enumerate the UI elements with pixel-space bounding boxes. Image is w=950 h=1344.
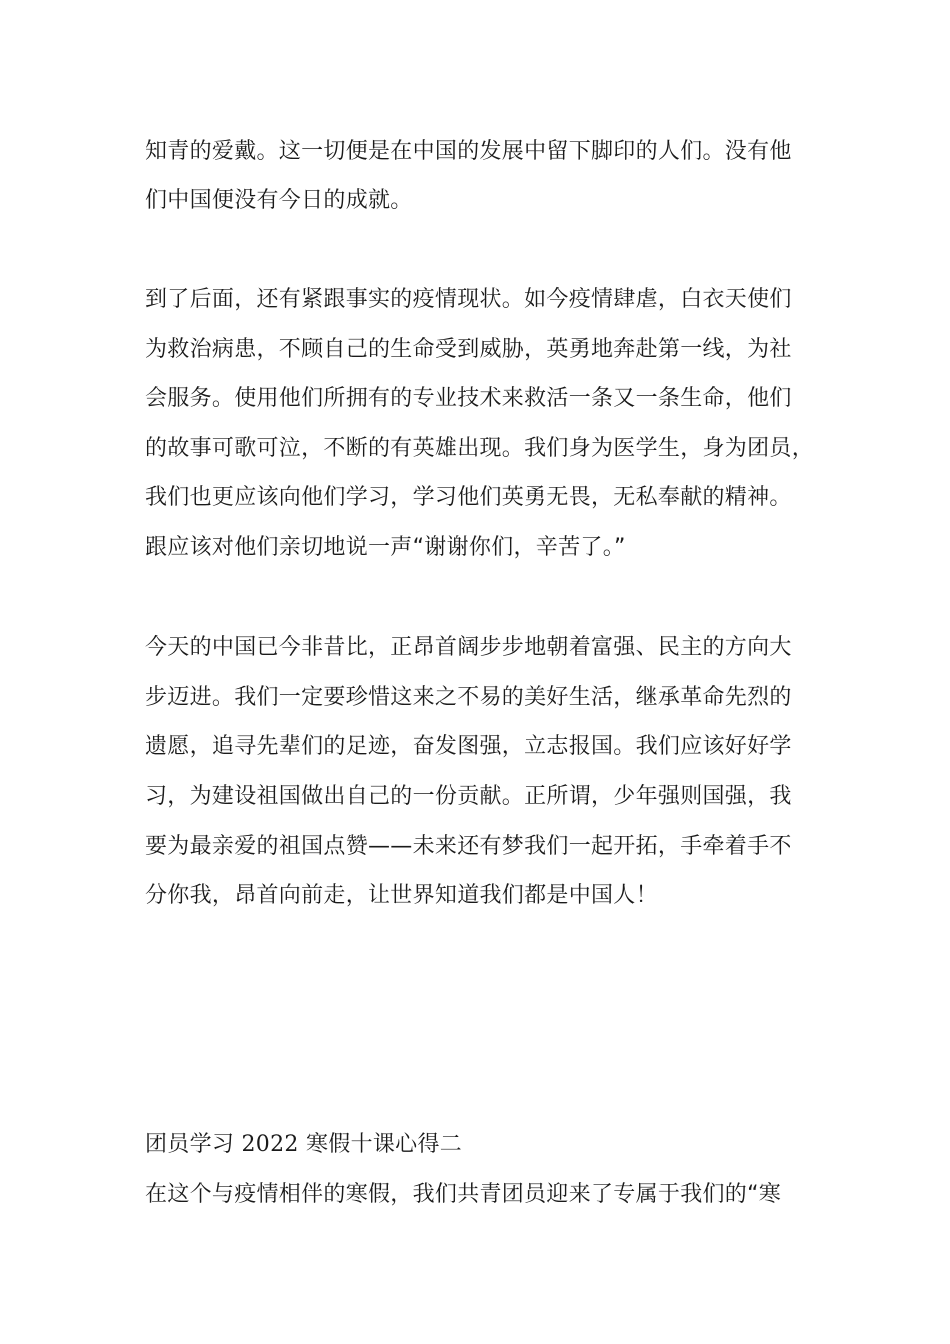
paragraph-1-line-2: 们中国便没有今日的成就。 (145, 188, 413, 213)
paragraph-3-line-1: 今天的中国已今非昔比，正昂首阔步步地朝着富强、民主的方向大 (145, 635, 792, 660)
paragraph-2-line-1: 到了后面，还有紧跟事实的疫情现状。如今疫情肆虐，白衣天使们 (145, 287, 792, 312)
paragraph-2-line-3: 会服务。使用他们所拥有的专业技术来救活一条又一条生命，他们 (145, 386, 792, 411)
final-paragraph-line: 在这个与疫情相伴的寒假，我们共青团员迎来了专属于我们的“寒 (145, 1182, 782, 1207)
paragraph-2-line-4: 的故事可歌可泣，不断的有英雄出现。我们身为医学生，身为团员， (145, 436, 815, 461)
paragraph-1-line-1: 知青的爱戴。这一切便是在中国的发展中留下脚印的人们。没有他 (145, 139, 792, 164)
section-title: 团员学习 2022 寒假十课心得二 (145, 1132, 463, 1157)
paragraph-3-line-4: 习，为建设祖国做出自己的一份贡献。正所谓，少年强则国强，我 (145, 784, 792, 809)
paragraph-2-line-2: 为救治病患，不顾自己的生命受到威胁，英勇地奔赴第一线，为社 (145, 337, 792, 362)
paragraph-3-line-3: 遗愿，追寻先辈们的足迹，奋发图强，立志报国。我们应该好好学 (145, 734, 792, 759)
paragraph-2-line-6: 跟应该对他们亲切地说一声“谢谢你们，辛苦了。” (145, 535, 626, 560)
paragraph-2-line-5: 我们也更应该向他们学习，学习他们英勇无畏，无私奉献的精神。 (145, 485, 792, 510)
paragraph-3-line-2: 步迈进。我们一定要珍惜这来之不易的美好生活，继承革命先烈的 (145, 685, 792, 710)
paragraph-3-line-6: 分你我，昂首向前走，让世界知道我们都是中国人！ (145, 883, 658, 908)
paragraph-3-line-5: 要为最亲爱的祖国点赞——未来还有梦我们一起开拓，手牵着手不 (145, 834, 792, 859)
